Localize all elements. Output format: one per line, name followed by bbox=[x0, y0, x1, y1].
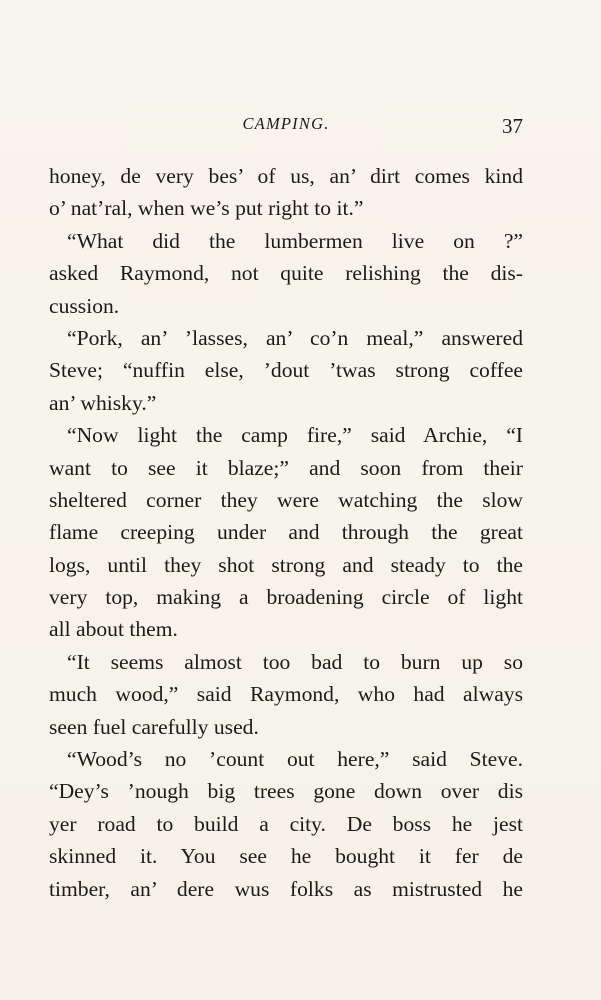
body-text bbox=[49, 160, 523, 905]
text-line: honey, de very bes’ of us, an’ dirt comes kind bbox=[49, 164, 523, 188]
page-number: 37 bbox=[502, 114, 523, 138]
text-line: o’ nat’ral, when we’s put right to it.” bbox=[49, 196, 364, 221]
text-line: timber, an’ dere wus folks as mistrusted he bbox=[49, 876, 523, 901]
text-line: “Dey’s ’nough big trees gone down over dis bbox=[49, 779, 523, 804]
text-line: all about them. bbox=[49, 617, 178, 642]
text-line: logs, until they shot strong and steady to the bbox=[49, 552, 523, 577]
text-line: skinned it. You see he bought it fer de bbox=[49, 844, 523, 869]
text-line: asked Raymond, not quite relishing the dis- bbox=[49, 261, 523, 286]
text-line: flame creeping under and through the great bbox=[49, 520, 523, 545]
text-line: an’ whisky.” bbox=[49, 390, 157, 415]
text-line: very top, making a broadening circle of light bbox=[49, 585, 523, 610]
text-line: want to see it blaze;” and soon from their bbox=[49, 455, 523, 480]
page-header bbox=[49, 114, 523, 144]
text-line: “What did the lumbermen live on ?” bbox=[67, 228, 523, 253]
text-line: seen fuel carefully used. bbox=[49, 714, 259, 739]
text-line: sheltered corner they were watching the slow bbox=[49, 487, 523, 512]
text-line: “Now light the camp fire,” said Archie, “I bbox=[67, 423, 523, 448]
running-title: CAMPING. bbox=[242, 114, 330, 133]
text-line: “Wood’s no ’count out here,” said Steve. bbox=[67, 747, 523, 772]
text-line: yer road to build a city. De boss he jest bbox=[49, 811, 523, 836]
text-line: Steve; “nuffin else, ’dout ’twas strong coffee bbox=[49, 358, 523, 383]
text-line: much wood,” said Raymond, who had always bbox=[49, 682, 523, 707]
text-line: cussion. bbox=[49, 293, 120, 318]
text-line: “It seems almost too bad to burn up so bbox=[67, 649, 523, 674]
text-line: “Pork, an’ ’lasses, an’ co’n meal,” answered bbox=[67, 325, 523, 350]
